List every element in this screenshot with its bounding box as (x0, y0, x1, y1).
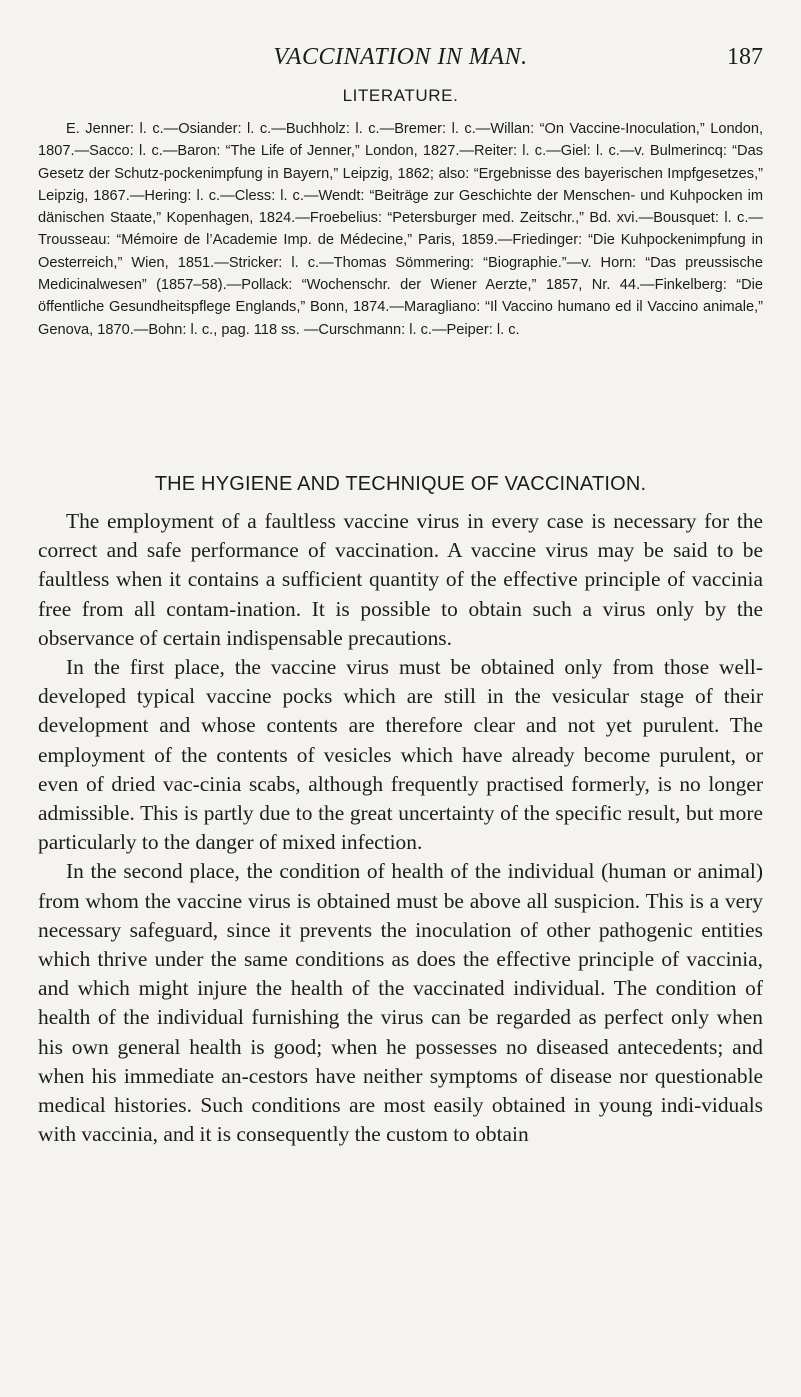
body-paragraph-3: In the second place, the condition of health of the individual (human or animal) from whom the vaccine virus is obtained must be above all suspicion. This is a very necessary safeguard, since it prevents the inoculation of other pathogenic entities which thrive under the same conditions as does the effective principle of vaccinia, and which might injure the health of the vaccinated individual. The condition of health of the individual furnishing the virus can be regarded as perfect only when his own general health is good; when he possesses no diseased antecedents; and when his immediate an-cestors have neither symptoms of disease nor questionable medical histories. Such conditions are most easily obtained in young indi-viduals with vaccinia, and it is consequently the custom to obtain (38, 859, 763, 1147)
page-number: 187 (727, 44, 763, 70)
section-heading: THE HYGIENE AND TECHNIQUE OF VACCINATION. (154, 473, 647, 495)
body-paragraph-2: In the first place, the vaccine virus must be obtained only from those well-developed typical vaccine pocks which are still in the vesicular stage of their development and whose contents are therefore clear and not yet purulent. The employment of the contents of vesicles which have already become purulent, or even of dried vac-cinia scabs, although frequently practised formerly, is no longer admissible. This is partly due to the great uncertainty of the specific result, but more particularly to the danger of mixed infection. (38, 655, 763, 855)
running-title: VACCINATION IN MAN. (273, 44, 528, 70)
literature-references: E. Jenner: l. c.—Osiander: l. c.—Buchholz: l. c.—Bremer: l. c.—Willan: “On Vaccine-Inoculation,” London, 1807.—Sacco: l. c.—Baron: “The Life of Jenner,” London, 1827.—Reiter: l. c.—Giel: l. c.—v. Bulmerincq: “Das Gesetz der Schutz-pockenimpfung in Bayern,” Leipzig, 1862; also: “Ergebnisse des bayerischen Impfgesetzes,” Leipzig, 1867.—Hering: l. c.—Cless: l. c.—Wendt: “Beiträge zur Geschichte der Menschen- und Kuhpocken im dänischen Staate,” Kopenhagen, 1824.—Froebelius: “Petersburger med. Zeitschr.,” Bd. xvi.—Bousquet: l. c.—Trousseau: “Mémoire de l’Academie Imp. de Médecine,” Paris, 1859.—Friedinger: “Die Kuhpockenimpfung in Oesterreich,” Wien, 1851.—Stricker: l. c.—Thomas Sömmering: “Biographie.”—v. Horn: “Das preussische Medicinalwesen” (1857–58).—Pollack: “Wochenschr. der Wiener Aerzte,” 1857, Nr. 44.—Finkelberg: “Die öffentliche Gesundheitspflege Englands,” Bonn, 1874.—Maragliano: “Il Vaccino humano ed il Vaccino animale,” Genova, 1870.—Bohn: l. c., pag. 118 ss. —Curschmann: l. c.—Peiper: l. c. (38, 121, 763, 338)
literature-heading: LITERATURE. (342, 86, 459, 105)
section-body (38, 507, 763, 1149)
body-paragraph-1: The employment of a faultless vaccine virus in every case is necessary for the correct and safe performance of vaccination. A vaccine virus may be said to be faultless when it contains a sufficient quantity of the effective principle of vaccinia free from all contam-ination. It is possible to obtain such a virus only by the observance of certain indispensable precautions. (38, 509, 763, 650)
book-page (38, 0, 763, 1397)
running-head (38, 44, 763, 74)
